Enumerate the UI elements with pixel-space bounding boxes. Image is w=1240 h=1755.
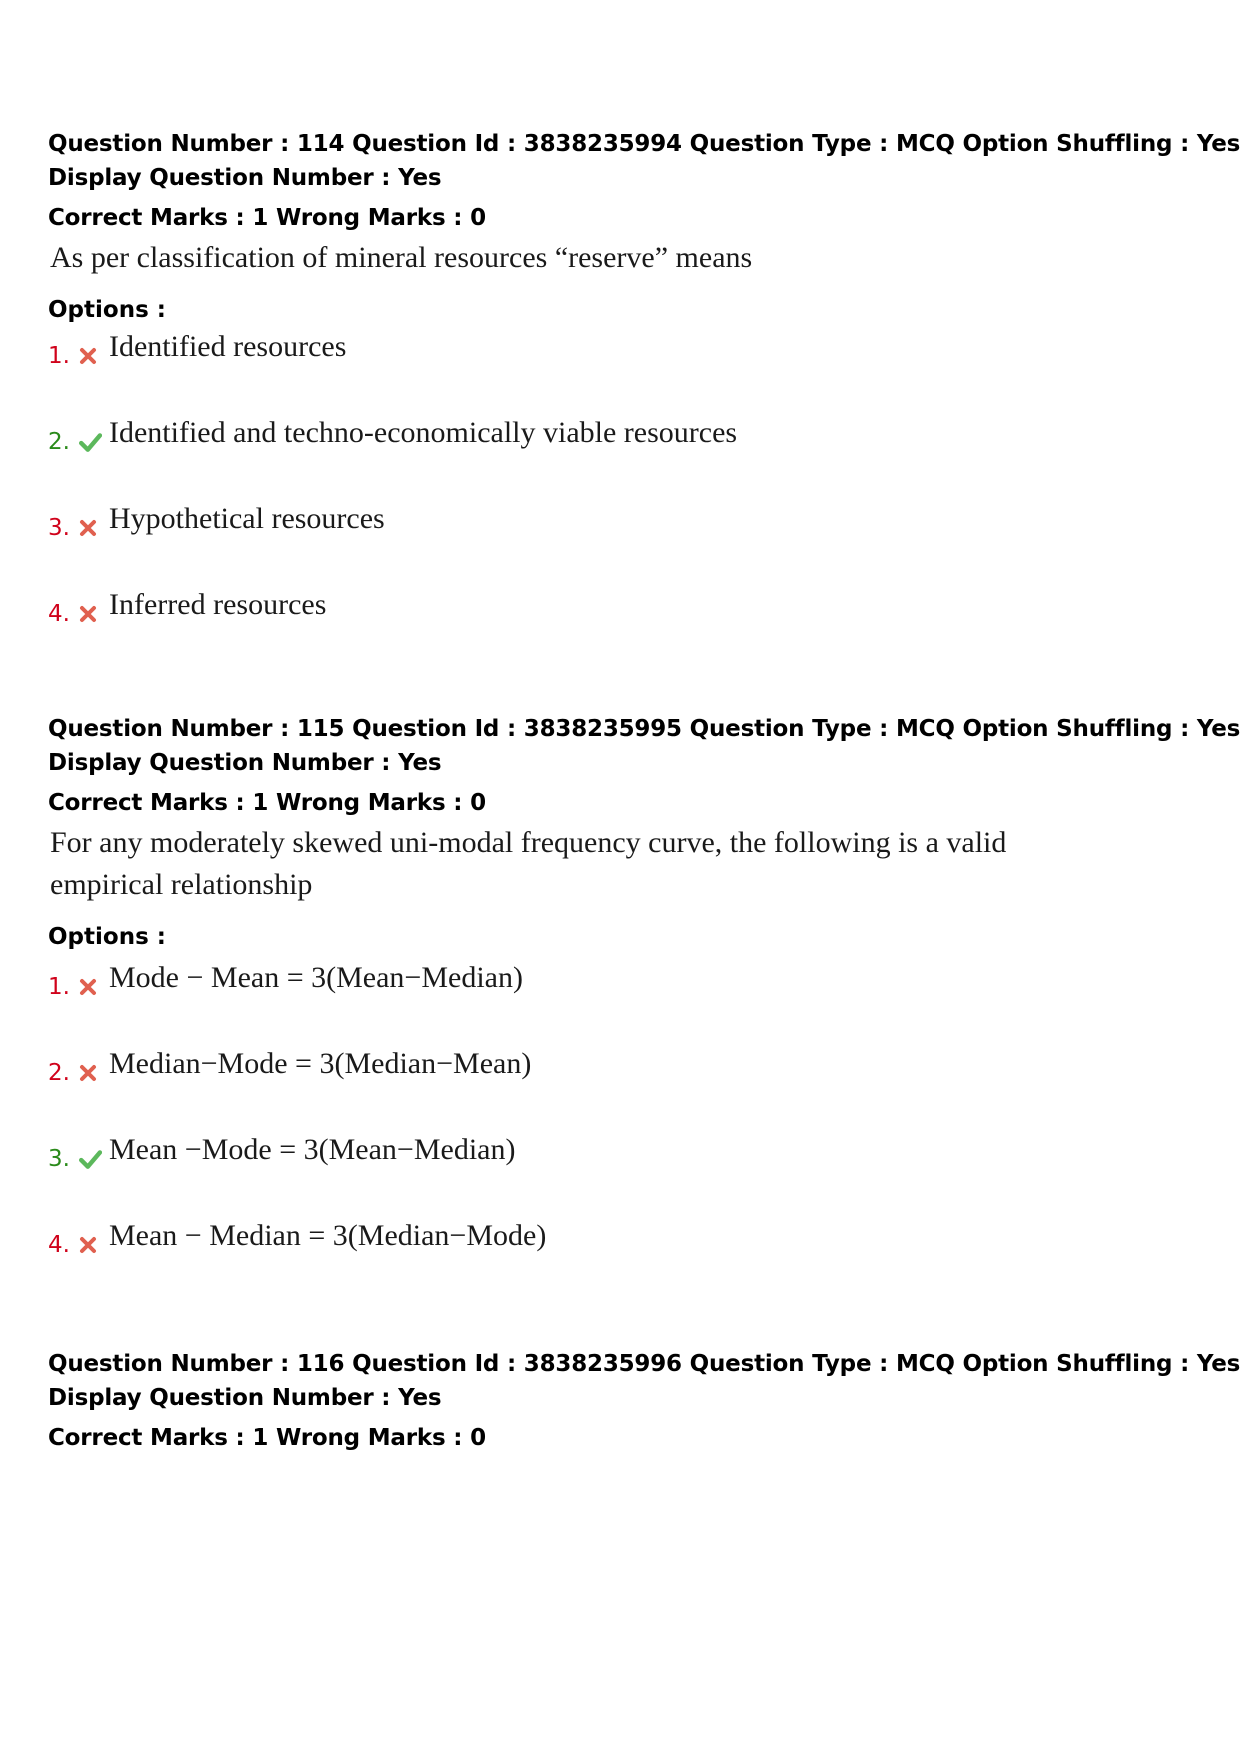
question-header <box>48 712 1240 780</box>
question-116 <box>48 1347 1240 1455</box>
cross-icon <box>78 346 98 366</box>
option-number: 3. <box>48 515 70 541</box>
option-1 <box>48 327 1208 413</box>
question-114 <box>48 127 1240 671</box>
display-question-number: Display Question Number : Yes <box>48 165 442 191</box>
question-meta: Question Number : 115 Question Id : 3838235995 Question Type : MCQ Option Shuffling : Yes <box>48 716 1240 742</box>
option-text: Identified resources <box>109 330 347 363</box>
option-number: 2. <box>48 429 70 455</box>
cross-icon <box>78 1235 98 1255</box>
option-number: 1. <box>48 343 70 369</box>
option-3 <box>48 499 1208 585</box>
display-question-number: Display Question Number : Yes <box>48 1385 442 1411</box>
question-meta: Question Number : 116 Question Id : 3838235996 Question Type : MCQ Option Shuffling : Yes <box>48 1351 1240 1377</box>
cross-icon <box>78 977 98 997</box>
question-text-line: empirical relationship <box>50 868 313 901</box>
options-list <box>48 958 1208 1302</box>
option-4 <box>48 1216 1208 1302</box>
option-3 <box>48 1130 1208 1216</box>
question-header <box>48 1347 1240 1415</box>
option-text: Identified and techno-economically viable resources <box>109 416 738 449</box>
option-text: Median−Mode = 3(Median−Mean) <box>109 1047 532 1080</box>
question-text <box>50 822 1208 906</box>
option-text: Mode − Mean = 3(Mean−Median) <box>109 961 523 994</box>
check-icon <box>78 1148 102 1170</box>
marks-info: Correct Marks : 1 Wrong Marks : 0 <box>48 790 486 816</box>
option-number: 4. <box>48 601 70 627</box>
display-question-number: Display Question Number : Yes <box>48 750 442 776</box>
options-label: Options : <box>48 297 166 323</box>
option-text: Inferred resources <box>109 588 327 621</box>
cross-icon <box>78 518 98 538</box>
options-label: Options : <box>48 924 166 950</box>
option-text: Mean −Mode = 3(Mean−Median) <box>109 1133 516 1166</box>
question-text-line: As per classification of mineral resources “reserve” means <box>50 241 753 274</box>
option-text: Hypothetical resources <box>109 502 385 535</box>
question-115 <box>48 712 1240 1302</box>
option-number: 1. <box>48 974 70 1000</box>
option-1 <box>48 958 1208 1044</box>
question-header <box>48 127 1240 195</box>
question-text <box>50 237 1208 279</box>
question-text-line: For any moderately skewed uni-modal frequency curve, the following is a valid <box>50 826 1007 859</box>
option-2 <box>48 1044 1208 1130</box>
cross-icon <box>78 1063 98 1083</box>
option-number: 4. <box>48 1232 70 1258</box>
option-4 <box>48 585 1208 671</box>
check-icon <box>78 431 102 453</box>
marks-info: Correct Marks : 1 Wrong Marks : 0 <box>48 1425 486 1451</box>
marks-info: Correct Marks : 1 Wrong Marks : 0 <box>48 205 486 231</box>
cross-icon <box>78 604 98 624</box>
option-number: 3. <box>48 1146 70 1172</box>
question-meta: Question Number : 114 Question Id : 3838235994 Question Type : MCQ Option Shuffling : Yes <box>48 131 1240 157</box>
option-number: 2. <box>48 1060 70 1086</box>
option-text: Mean − Median = 3(Median−Mode) <box>109 1219 547 1252</box>
option-2 <box>48 413 1208 499</box>
options-list <box>48 327 1208 671</box>
